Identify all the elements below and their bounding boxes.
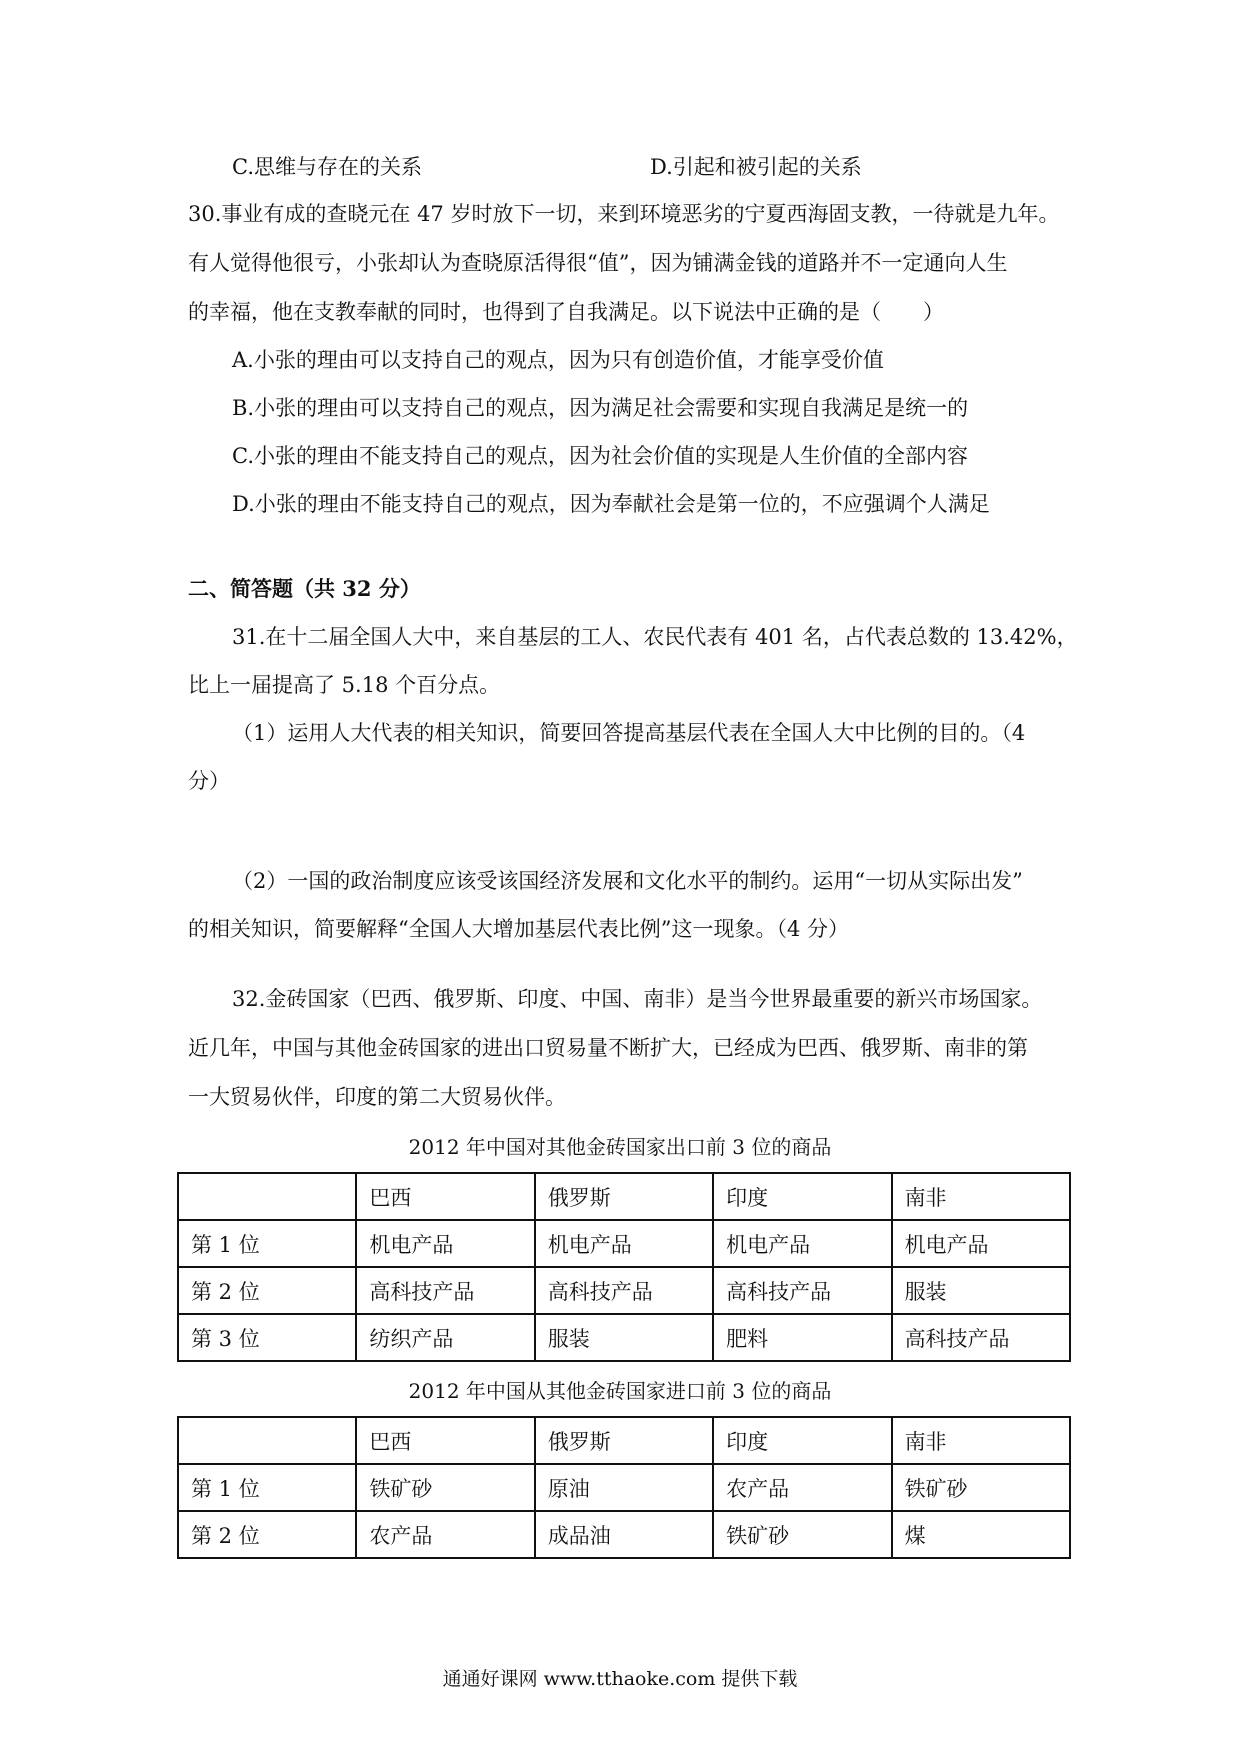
table-row [178,1314,1070,1361]
table-cell: 肥料 [713,1314,891,1361]
table-cell: 高科技产品 [892,1314,1070,1361]
q29-option-d: D.引起和被引起的关系 [650,155,862,179]
q30-option-d: D.小张的理由不能支持自己的观点，因为奉献社会是第一位的，不应强调个人满足 [232,492,990,516]
table-cell: 农产品 [356,1511,534,1558]
table-cell: 巴西 [356,1417,534,1464]
table-cell: 第 2 位 [178,1511,356,1558]
q30-option-b: B.小张的理由可以支持自己的观点，因为满足社会需要和实现自我满足是统一的 [232,396,969,420]
q29-option-c: C.思维与存在的关系 [232,155,422,179]
q30-stem-line: 的幸福，他在支教奉献的同时，也得到了自我满足。以下说法中正确的是（ ） [188,300,944,324]
q31-stem-line: 比上一届提高了 5.18 个百分点。 [188,673,501,697]
table-row [178,1267,1070,1314]
table-header-row [178,1173,1070,1220]
table-cell: 农产品 [713,1464,891,1511]
q32-stem-line: 32.金砖国家（巴西、俄罗斯、印度、中国、南非）是当今世界最重要的新兴市场国家。 [232,987,1043,1011]
table-cell: 铁矿砂 [713,1511,891,1558]
footer-text: 通通好课网 www.tthaoke.com 提供下载 [442,1668,798,1690]
table-cell [178,1417,356,1464]
table-row [178,1511,1070,1558]
table-cell: 第 3 位 [178,1314,356,1361]
q31-part2-line: （2）一国的政治制度应该受该国经济发展和文化水平的制约。运用“一切从实际出发” [232,869,1023,893]
table-cell [178,1173,356,1220]
table-cell: 机电产品 [356,1220,534,1267]
table-cell: 机电产品 [713,1220,891,1267]
q30-option-a: A.小张的理由可以支持自己的观点，因为只有创造价值，才能享受价值 [232,348,884,372]
table-cell: 机电产品 [892,1220,1070,1267]
q31-part1-line: 分） [188,769,230,793]
q30-option-c: C.小张的理由不能支持自己的观点，因为社会价值的实现是人生价值的全部内容 [232,444,968,468]
table-cell: 高科技产品 [356,1267,534,1314]
table-cell: 铁矿砂 [356,1464,534,1511]
export-table [177,1172,1071,1362]
table-cell: 铁矿砂 [892,1464,1070,1511]
table-cell: 南非 [892,1173,1070,1220]
table-cell: 高科技产品 [535,1267,713,1314]
table-header-row [178,1417,1070,1464]
q30-stem-line: 有人觉得他很亏，小张却认为查晓原活得很“值”，因为铺满金钱的道路并不一定通向人生 [188,251,1008,275]
table-cell: 煤 [892,1511,1070,1558]
export-table-caption: 2012 年中国对其他金砖国家出口前 3 位的商品 [408,1135,832,1159]
table-cell: 机电产品 [535,1220,713,1267]
q32-stem-line: 近几年，中国与其他金砖国家的进出口贸易量不断扩大，已经成为巴西、俄罗斯、南非的第 [188,1036,1028,1060]
table-cell: 印度 [713,1173,891,1220]
section-title: 二、简答题（共 32 分） [188,576,421,601]
q30-stem-line: 30.事业有成的查晓元在 47 岁时放下一切，来到环境恶劣的宁夏西海固支教，一待就是九年。 [188,202,1060,226]
table-row [178,1464,1070,1511]
table-cell: 纺织产品 [356,1314,534,1361]
table-cell: 成品油 [535,1511,713,1558]
q32-stem-line: 一大贸易伙伴，印度的第二大贸易伙伴。 [188,1085,566,1109]
table-cell: 服装 [892,1267,1070,1314]
q31-part1-line: （1）运用人大代表的相关知识，简要回答提高基层代表在全国人大中比例的目的。（4 [232,721,1026,745]
table-cell: 俄罗斯 [535,1173,713,1220]
table-cell: 第 2 位 [178,1267,356,1314]
table-cell: 第 1 位 [178,1464,356,1511]
import-table-caption: 2012 年中国从其他金砖国家进口前 3 位的商品 [408,1379,832,1403]
table-cell: 南非 [892,1417,1070,1464]
import-table [177,1416,1071,1559]
table-cell: 服装 [535,1314,713,1361]
table-cell: 高科技产品 [713,1267,891,1314]
table-cell: 原油 [535,1464,713,1511]
table-cell: 巴西 [356,1173,534,1220]
table-cell: 印度 [713,1417,891,1464]
q31-part2-line: 的相关知识，简要解释“全国人大增加基层代表比例”这一现象。（4 分） [188,917,850,941]
q31-stem-line: 31.在十二届全国人大中，来自基层的工人、农民代表有 401 名，占代表总数的 13.42%， [232,625,1078,649]
table-row [178,1220,1070,1267]
table-cell: 第 1 位 [178,1220,356,1267]
table-cell: 俄罗斯 [535,1417,713,1464]
